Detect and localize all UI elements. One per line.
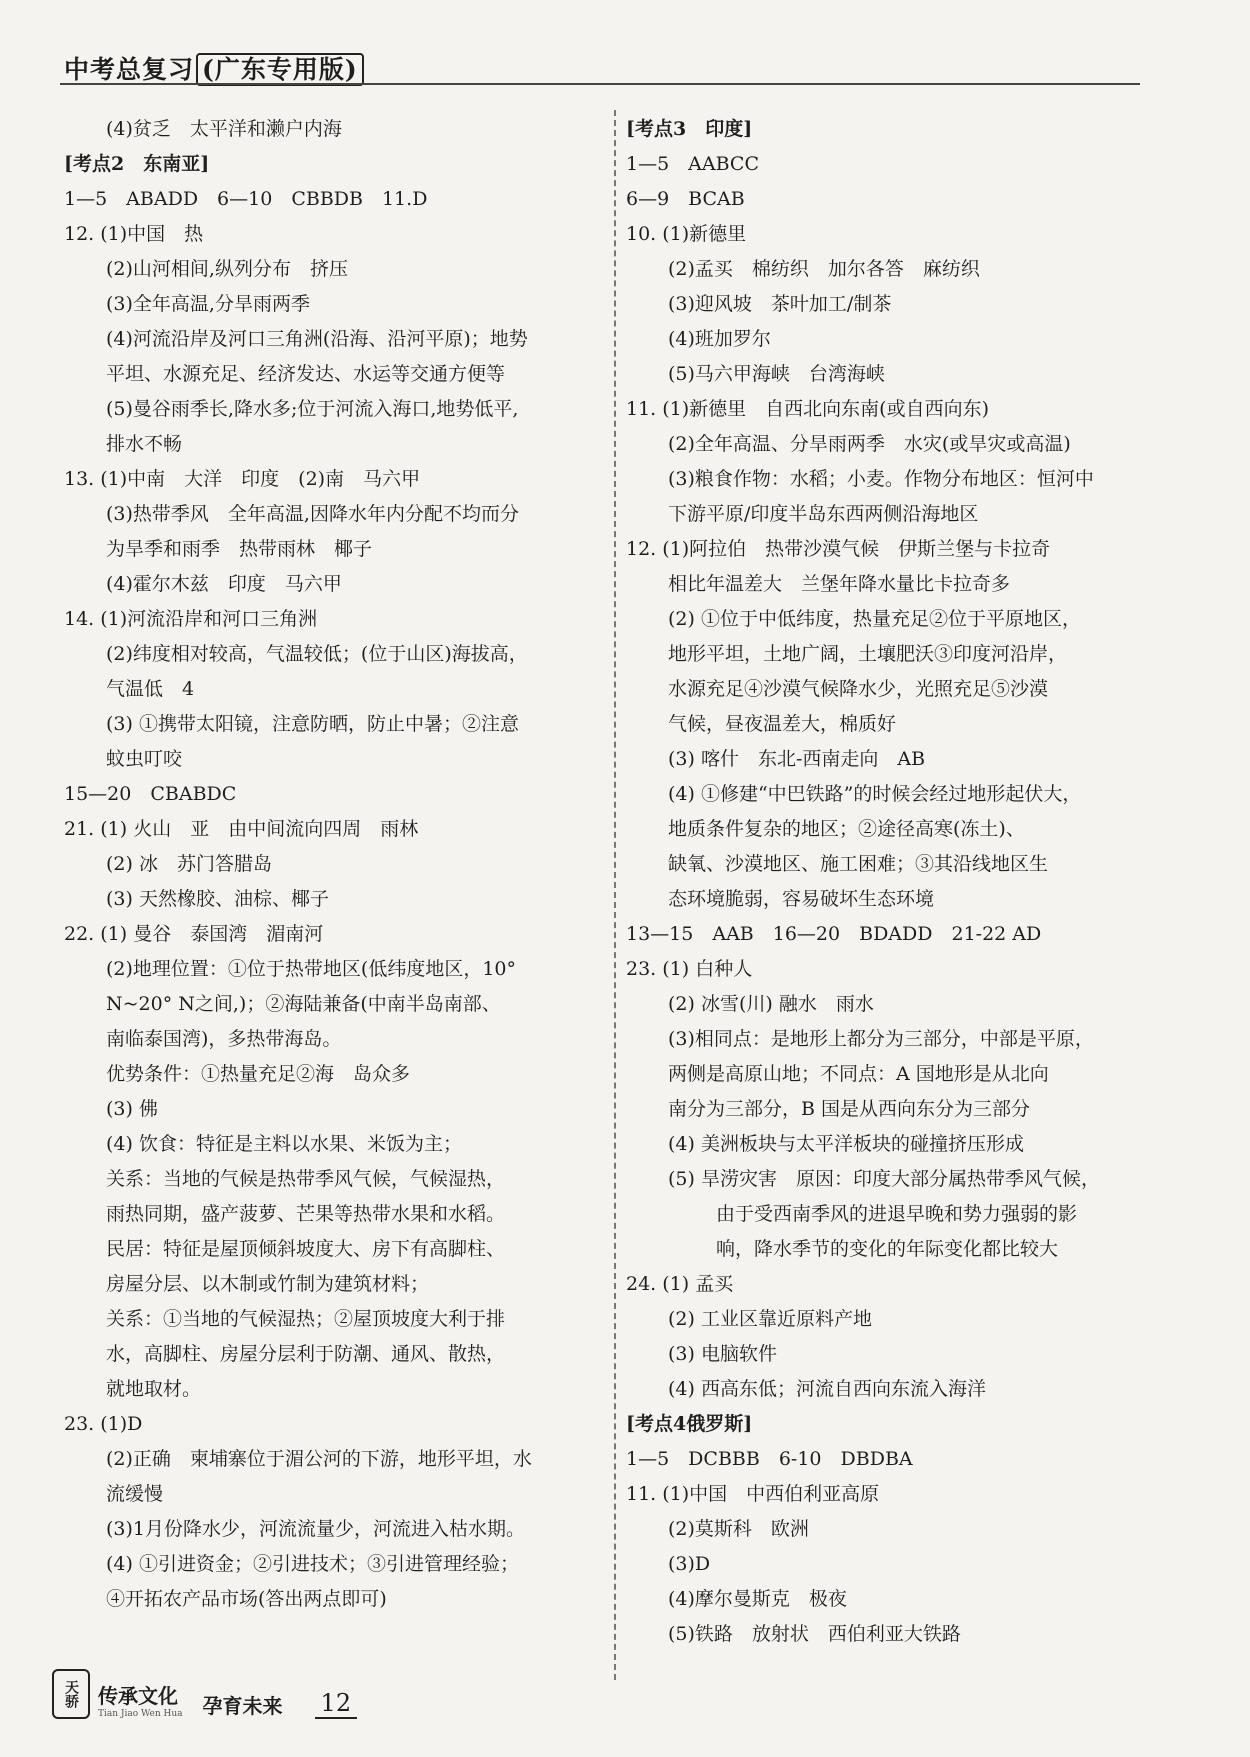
answer-line: (2)地理位置：①位于热带地区(低纬度地区，10° [106, 958, 517, 980]
left-column [64, 112, 612, 1617]
answer-line: 1—5 AABCC [626, 153, 760, 175]
column-divider [614, 110, 616, 1680]
answer-line: (3) 电脑软件 [668, 1343, 777, 1365]
answer-line: (3)热带季风 全年高温,因降水年内分配不均而分 [106, 503, 519, 525]
brand-sub: Tian Jiao Wen Hua [98, 1709, 183, 1719]
publisher-logo: 天骄 [52, 1669, 90, 1719]
answer-line: 12. (1)中国 热 [64, 223, 204, 245]
answer-line: 排水不畅 [106, 433, 183, 455]
answer-line: 相比年温差大 兰堡年降水量比卡拉奇多 [668, 573, 1011, 595]
answer-line: (3)迎风坡 茶叶加工/制茶 [668, 293, 892, 315]
answer-line: 关系：①当地的气候湿热；②屋顶坡度大利于排 [106, 1308, 506, 1330]
answer-line: 雨热同期，盛产菠萝、芒果等热带水果和水稻。 [106, 1203, 506, 1225]
answer-line: (5)曼谷雨季长,降水多;位于河流入海口,地势低平, [106, 398, 519, 420]
answer-line: 关系：当地的气候是热带季风气候，气候湿热， [106, 1168, 506, 1190]
answer-line: (3) 喀什 东北-西南走向 AB [668, 748, 926, 770]
answer-line: (2)孟买 棉纺织 加尔各答 麻纺织 [668, 258, 980, 280]
header-rule [60, 83, 1140, 85]
answer-line: 缺氧、沙漠地区、施工困难；③其沿线地区生 [668, 853, 1049, 875]
answer-line: 为旱季和雨季 热带雨林 椰子 [106, 538, 373, 560]
answer-line: (4) ①修建“中巴铁路”的时候会经过地形起伏大， [668, 783, 1082, 805]
page-header [64, 50, 364, 86]
answer-line: (2) 冰雪(川) 融水 雨水 [668, 993, 874, 1015]
answer-line: (5)马六甲海峡 台湾海峡 [668, 363, 885, 385]
answer-line: (2) 冰 苏门答腊岛 [106, 853, 272, 875]
answer-line: 22. (1) 曼谷 泰国湾 湄南河 [64, 923, 324, 945]
answer-line: (2) 工业区靠近原料产地 [668, 1308, 872, 1330]
answer-line: 两侧是高原山地；不同点：A 国地形是从北向 [668, 1063, 1049, 1085]
book-title: 中考总复习 [64, 55, 195, 84]
answer-line: 民居：特征是屋顶倾斜坡度大、房下有高脚柱、 [106, 1238, 506, 1260]
answer-line: 气候，昼夜温差大，棉质好 [668, 713, 897, 735]
answer-line: (3)相同点：是地形上都分为三部分，中部是平原， [668, 1028, 1094, 1050]
answer-line: 南分为三部分，B 国是从西向东分为三部分 [668, 1098, 1031, 1120]
answer-line: 1—5 ABADD 6—10 CBBDB 11.D [64, 188, 428, 210]
answer-line: (4)河流沿岸及河口三角洲(沿海、沿河平原)；地势 [106, 328, 528, 350]
answer-line: (2)全年高温、分旱雨两季 水灾(或旱灾或高温) [668, 433, 1071, 455]
answer-line: (4)摩尔曼斯克 极夜 [668, 1588, 847, 1610]
answer-line: 12. (1)阿拉伯 热带沙漠气候 伊斯兰堡与卡拉奇 [626, 538, 1051, 560]
answer-line: 6—9 BCAB [626, 188, 745, 210]
answer-line: 11. (1)中国 中西伯利亚高原 [626, 1483, 880, 1505]
answer-line: 响，降水季节的变化的年际变化都比较大 [716, 1238, 1059, 1260]
answer-line: (2)正确 柬埔寨位于湄公河的下游，地形平坦，水 [106, 1448, 532, 1470]
answer-line: (4) 美洲板块与太平洋板块的碰撞挤压形成 [668, 1133, 1024, 1155]
answer-line: 13. (1)中南 大洋 印度 (2)南 马六甲 [64, 468, 421, 490]
answer-line: (3)粮食作物：水稻；小麦。作物分布地区：恒河中 [668, 468, 1094, 490]
answer-line: [考点2 东南亚] [64, 153, 210, 175]
edition-label: (广东专用版) [196, 53, 364, 86]
answer-line: 14. (1)河流沿岸和河口三角洲 [64, 608, 318, 630]
answer-line: ④开拓农产品市场(答出两点即可) [106, 1588, 387, 1610]
answer-line: (2)山河相间,纵列分布 挤压 [106, 258, 348, 280]
answer-line: (3) 佛 [106, 1098, 158, 1120]
answer-line: 1—5 DCBBB 6-10 DBDBA [626, 1448, 913, 1470]
answer-line: (4)贫乏 太平洋和濑户内海 [106, 118, 342, 140]
brand-name: 传承文化 [98, 1684, 178, 1708]
page-number: 12 [315, 1689, 358, 1719]
answer-line: 11. (1)新德里 自西北向东南(或自西向东) [626, 398, 989, 420]
answer-line: 房屋分层、以木制或竹制为建筑材料； [106, 1273, 430, 1295]
answer-line: 水源充足④沙漠气候降水少，光照充足⑤沙漠 [668, 678, 1049, 700]
answer-line: (4)班加罗尔 [668, 328, 771, 350]
answer-line: (4) ①引进资金；②引进技术；③引进管理经验； [106, 1553, 519, 1575]
answer-line: 23. (1) 白种人 [626, 958, 753, 980]
answer-line: 10. (1)新德里 [626, 223, 747, 245]
right-column [626, 112, 1146, 1652]
answer-line: (2) ①位于中低纬度，热量充足②位于平原地区， [668, 608, 1081, 630]
answer-line: 气温低 4 [106, 678, 195, 700]
page-footer [52, 1669, 357, 1719]
slogan: 孕育未来 [202, 1694, 283, 1718]
answer-line: [考点4俄罗斯] [626, 1413, 753, 1435]
answer-line: 流缓慢 [106, 1483, 164, 1505]
answer-line: 南临泰国湾)，多热带海岛。 [106, 1028, 342, 1050]
answer-line: (3)D [668, 1553, 711, 1575]
answer-line: 地形平坦，土地广阔，土壤肥沃③印度河沿岸， [668, 643, 1068, 665]
answer-line: (5) 旱涝灾害 原因：印度大部分属热带季风气候， [668, 1168, 1100, 1190]
answer-line: 水，高脚柱、房屋分层利于防潮、通风、散热， [106, 1343, 506, 1365]
answer-line: (4)霍尔木兹 印度 马六甲 [106, 573, 342, 595]
answer-line: 平坦、水源充足、经济发达、水运等交通方便等 [106, 363, 506, 385]
answer-line: 23. (1)D [64, 1413, 143, 1435]
answer-line: 蚊虫叮咬 [106, 748, 183, 770]
answer-line: (2)纬度相对较高，气温较低；(位于山区)海拔高， [106, 643, 528, 665]
answer-line: 下游平原/印度半岛东西两侧沿海地区 [668, 503, 979, 525]
answer-line: N~20° N之间,)；②海陆兼备(中南半岛南部、 [106, 993, 501, 1015]
answer-line: 21. (1) 火山 亚 由中间流向四周 雨林 [64, 818, 419, 840]
answer-line: 地质条件复杂的地区；②途径高寒(冻土)、 [668, 818, 1025, 840]
answer-line: (3)全年高温,分旱雨两季 [106, 293, 310, 315]
brand-block [98, 1680, 183, 1719]
answer-line: (2)莫斯科 欧洲 [668, 1518, 809, 1540]
answer-line: (3) 天然橡胶、油棕、椰子 [106, 888, 329, 910]
answer-line: 13—15 AAB 16—20 BDADD 21-22 AD [626, 923, 1042, 945]
answer-line: 由于受西南季风的进退早晚和势力强弱的影 [716, 1203, 1078, 1225]
answer-line: [考点3 印度] [626, 118, 753, 140]
answer-line: (4) 饮食：特征是主料以水果、米饭为主； [106, 1133, 462, 1155]
answer-line: 15—20 CBABDC [64, 783, 237, 805]
answer-line: 24. (1) 孟买 [626, 1273, 734, 1295]
answer-line: 态环境脆弱，容易破坏生态环境 [668, 888, 935, 910]
answer-line: (5)铁路 放射状 西伯利亚大铁路 [668, 1623, 961, 1645]
answer-line: (4) 西高东低；河流自西向东流入海洋 [668, 1378, 986, 1400]
answer-line: 优势条件：①热量充足②海 岛众多 [106, 1063, 411, 1085]
answer-line: 就地取材。 [106, 1378, 202, 1400]
answer-line: (3) ①携带太阳镜，注意防晒，防止中暑；②注意 [106, 713, 519, 735]
answer-line: (3)1月份降水少，河流流量少，河流进入枯水期。 [106, 1518, 526, 1540]
